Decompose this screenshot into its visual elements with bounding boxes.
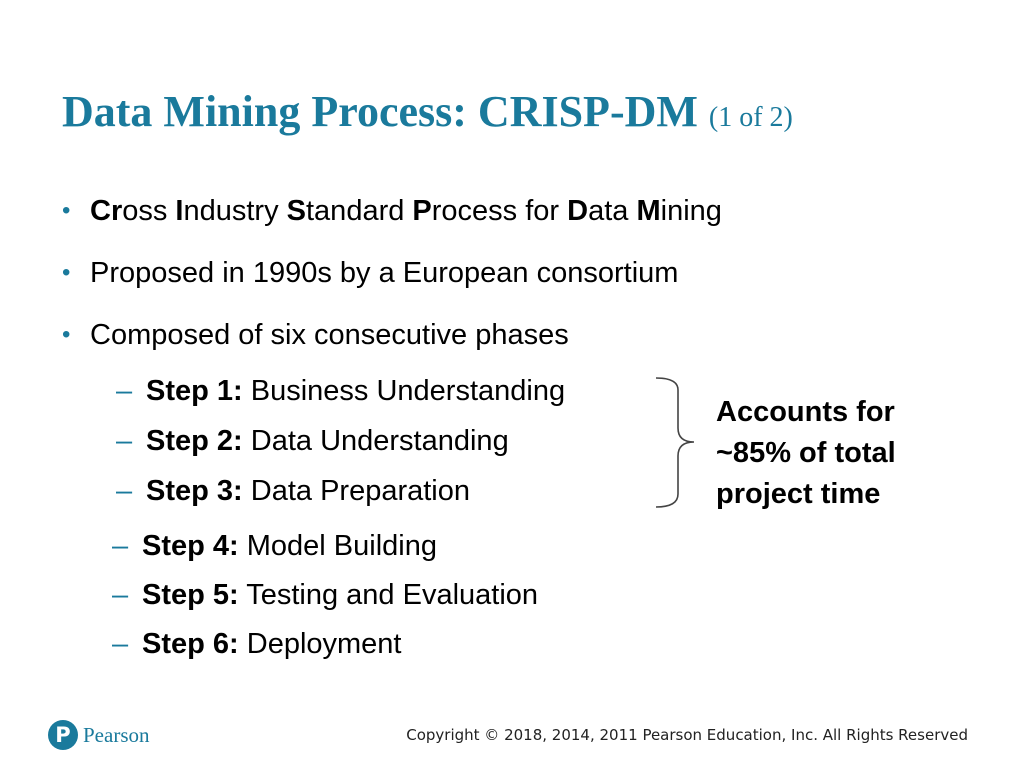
step-3 [116,475,470,508]
bullet-dot: • [62,321,71,348]
step-4-label: Step 4: [142,530,239,562]
dash-marker: – [116,425,133,457]
copyright-notice: Copyright © 2018, 2014, 2011 Pearson Education, Inc. All Rights Reserved [406,726,968,744]
title-sub: (1 of 2) [708,102,793,133]
time-note: Accounts for ~85% of total project time [716,396,896,510]
bullet-1-text [90,195,722,227]
bullet-1-part: oss [122,195,176,227]
step-3-text: Data Preparation [250,475,470,507]
dash-marker: – [112,579,129,611]
step-2-text: Data Understanding [250,425,509,457]
bullet-dot: • [62,197,71,224]
bullet-3-text: Composed of six consecutive phases [90,319,569,351]
step-4 [112,530,437,563]
slide-title [62,86,793,137]
step-5-text: Testing and Evaluation [246,579,539,611]
curly-brace-icon [652,376,702,510]
bullet-1-part: Cr [90,195,123,227]
bullet-1-part: ndustry [183,195,287,227]
step-2 [116,425,509,458]
dash-marker: – [116,375,133,407]
pearson-logo-text: Pearson [83,722,150,747]
bullet-1-part: ata [588,195,637,227]
bullet-2 [62,257,678,290]
step-4-text: Model Building [246,530,437,562]
bullet-2-text: Proposed in 1990s by a European consortium [90,257,679,289]
step-2-label: Step 2: [146,425,243,457]
bullet-1-part: tandard [306,195,413,227]
step-6-label: Step 6: [142,628,239,660]
bullet-1-part: I [175,195,184,227]
bullet-1 [62,195,722,228]
step-1 [116,375,565,408]
bullet-3 [62,319,569,352]
title-main: Data Mining Process: CRISP-DM [62,87,698,136]
bullet-1-part: D [567,195,589,227]
step-6 [112,628,402,661]
dash-marker: – [116,475,133,507]
bullet-1-part: P [412,195,432,227]
step-5 [112,579,538,612]
step-1-label: Step 1: [146,375,243,407]
pearson-logo [48,720,150,750]
step-1-text: Business Understanding [250,375,566,407]
pearson-logo-icon: P [48,720,78,750]
bullet-1-part: rocess for [431,195,568,227]
bullet-dot: • [62,259,71,286]
step-5-label: Step 5: [142,579,239,611]
bullet-1-part: M [636,195,661,227]
step-3-label: Step 3: [146,475,243,507]
dash-marker: – [112,530,129,562]
step-6-text: Deployment [246,628,402,660]
dash-marker: – [112,628,129,660]
bullet-1-part: S [286,195,306,227]
bullet-1-part: ining [660,195,722,227]
